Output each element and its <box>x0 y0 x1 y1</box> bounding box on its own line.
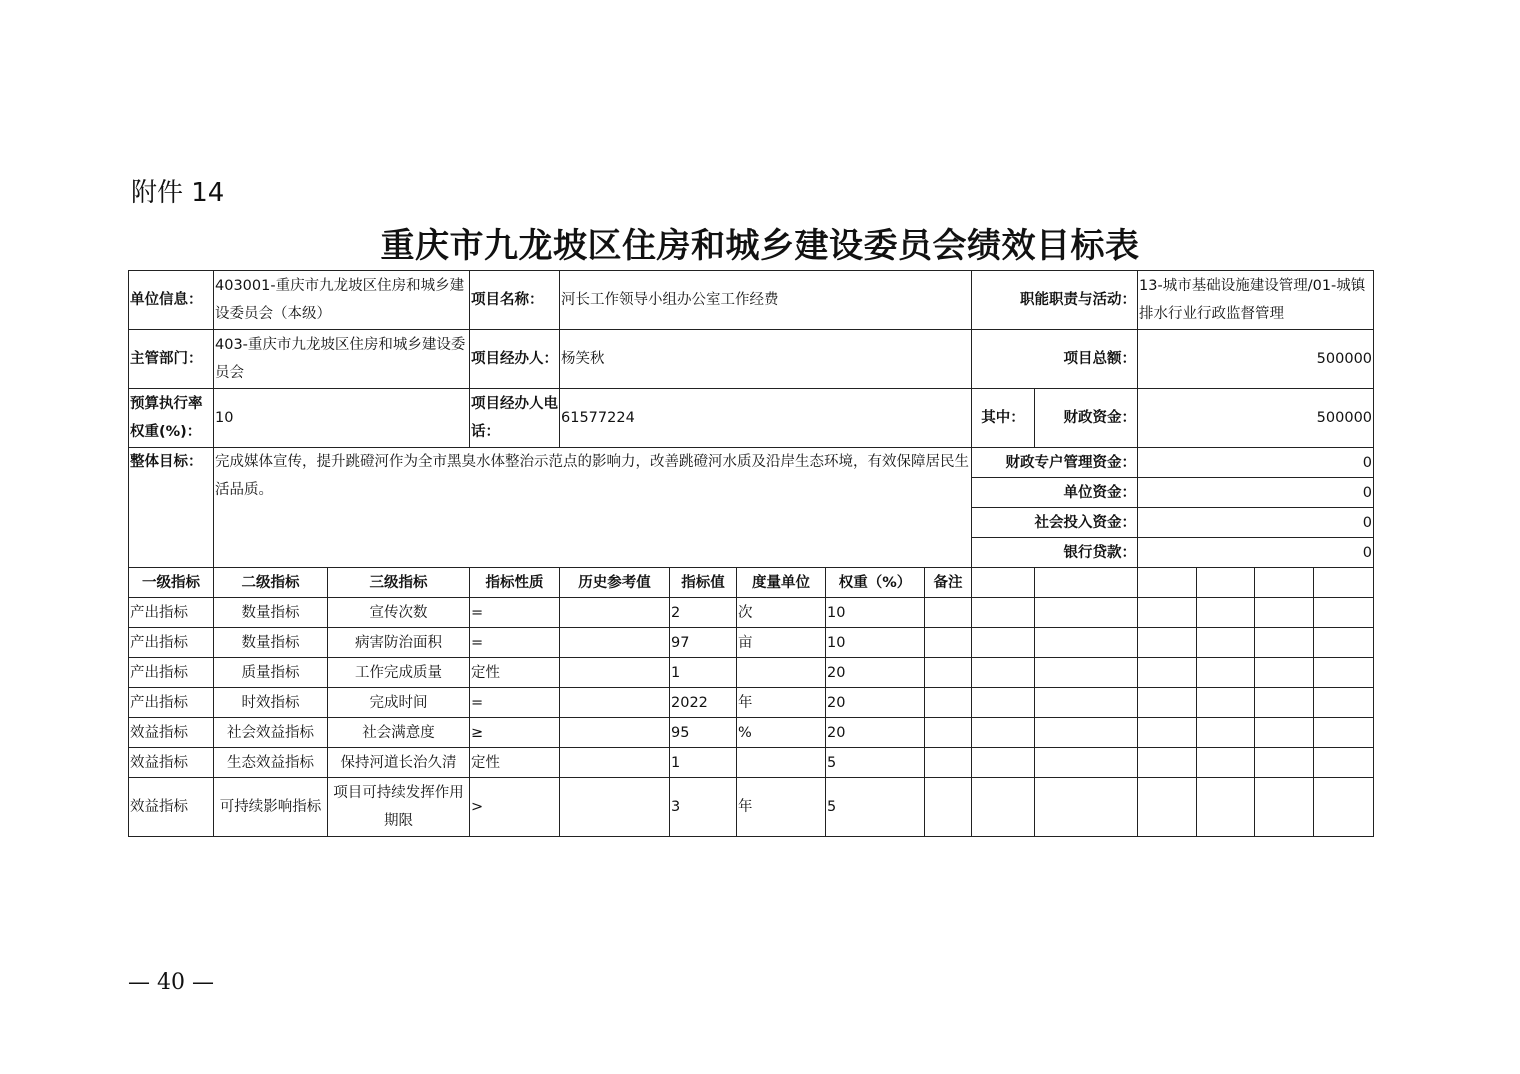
indicator-l3: 社会满意度 <box>328 718 470 748</box>
among-label: 其中： <box>972 389 1035 448</box>
indicator-l3: 宣传次数 <box>328 598 470 628</box>
indicator-l2: 生态效益指标 <box>214 748 328 778</box>
unit-info-value: 403001-重庆市九龙坡区住房和城乡建设委员会（本级） <box>214 271 470 330</box>
indicator-l2: 数量指标 <box>214 628 328 658</box>
indicator-note <box>925 628 972 658</box>
handler-value: 杨笑秋 <box>560 330 972 389</box>
header-cell: 权重（%） <box>826 568 925 598</box>
indicator-l1: 产出指标 <box>129 598 214 628</box>
empty-cell <box>1255 778 1314 837</box>
empty-cell <box>1138 688 1197 718</box>
header-cell: 历史参考值 <box>560 568 670 598</box>
empty-cell <box>972 598 1035 628</box>
empty-cell <box>1035 658 1138 688</box>
indicator-l2: 社会效益指标 <box>214 718 328 748</box>
empty-cell <box>1197 688 1255 718</box>
empty-cell <box>1138 718 1197 748</box>
header-cell: 指标性质 <box>470 568 560 598</box>
empty-cell <box>1314 748 1374 778</box>
fiscal-value: 500000 <box>1138 389 1374 448</box>
indicator-l3: 保持河道长治久清 <box>328 748 470 778</box>
attachment-label: 附件 14 <box>131 178 225 208</box>
empty-cell <box>1314 688 1374 718</box>
indicator-unit <box>737 748 826 778</box>
empty-cell <box>1035 688 1138 718</box>
empty-cell <box>972 688 1035 718</box>
indicator-l3: 项目可持续发挥作用期限 <box>328 778 470 837</box>
indicator-unit: 亩 <box>737 628 826 658</box>
empty-cell <box>1255 748 1314 778</box>
empty-cell <box>1255 628 1314 658</box>
indicator-hist <box>560 718 670 748</box>
unit-fund-label: 单位资金： <box>972 478 1138 508</box>
header-cell: 度量单位 <box>737 568 826 598</box>
empty-cell <box>1035 718 1138 748</box>
rate-label: 预算执行率权重(%)： <box>129 389 214 448</box>
indicator-value: 2 <box>670 598 737 628</box>
empty-cell <box>1314 718 1374 748</box>
empty-cell <box>972 748 1035 778</box>
total-label: 项目总额： <box>972 330 1138 389</box>
indicator-row <box>129 628 1374 658</box>
header-cell: 一级指标 <box>129 568 214 598</box>
indicator-value: 97 <box>670 628 737 658</box>
empty-cell <box>1314 778 1374 837</box>
indicator-note <box>925 718 972 748</box>
header-cell: 备注 <box>925 568 972 598</box>
empty-cell <box>1035 628 1138 658</box>
indicator-weight: 20 <box>826 688 925 718</box>
empty-cell <box>1255 658 1314 688</box>
indicator-row <box>129 718 1374 748</box>
empty-cell <box>1255 688 1314 718</box>
indicator-l1: 产出指标 <box>129 658 214 688</box>
indicator-l2: 可持续影响指标 <box>214 778 328 837</box>
header-cell: 三级指标 <box>328 568 470 598</box>
indicator-l1: 产出指标 <box>129 628 214 658</box>
header-cell: 二级指标 <box>214 568 328 598</box>
indicator-l1: 效益指标 <box>129 748 214 778</box>
empty-cell <box>1197 748 1255 778</box>
duty-value: 13-城市基础设施建设管理/01-城镇排水行业行政监督管理 <box>1138 271 1374 330</box>
total-value: 500000 <box>1138 330 1374 389</box>
empty-cell <box>1138 658 1197 688</box>
empty-cell <box>1035 778 1138 837</box>
project-name-label: 项目名称： <box>470 271 560 330</box>
empty-cell <box>1314 598 1374 628</box>
phone-label: 项目经办人电话： <box>470 389 560 448</box>
bank-loan-value: 0 <box>1138 538 1374 568</box>
indicator-hist <box>560 688 670 718</box>
indicator-note <box>925 748 972 778</box>
indicator-weight: 5 <box>826 778 925 837</box>
empty-cell <box>1138 598 1197 628</box>
indicator-weight: 20 <box>826 718 925 748</box>
handler-label: 项目经办人： <box>470 330 560 389</box>
empty-cell <box>1314 658 1374 688</box>
indicator-value: 95 <box>670 718 737 748</box>
empty-cell <box>1197 628 1255 658</box>
empty-cell <box>1138 628 1197 658</box>
indicator-unit: 次 <box>737 598 826 628</box>
indicator-nature: ≥ <box>470 718 560 748</box>
indicator-nature: > <box>470 778 560 837</box>
indicator-unit: % <box>737 718 826 748</box>
indicator-unit: 年 <box>737 778 826 837</box>
empty-cell <box>1138 778 1197 837</box>
empty-cell <box>1138 748 1197 778</box>
indicator-unit: 年 <box>737 688 826 718</box>
performance-target-table <box>128 270 1374 837</box>
empty-cell <box>1255 598 1314 628</box>
indicator-l3: 工作完成质量 <box>328 658 470 688</box>
duty-label: 职能职责与活动： <box>972 271 1138 330</box>
indicator-l1: 效益指标 <box>129 718 214 748</box>
empty-cell <box>1314 628 1374 658</box>
page-number: — 40 — <box>128 970 214 995</box>
indicator-value: 2022 <box>670 688 737 718</box>
indicator-row <box>129 658 1374 688</box>
goal-label: 整体目标： <box>129 448 214 568</box>
indicator-note <box>925 688 972 718</box>
indicator-l3: 病害防治面积 <box>328 628 470 658</box>
indicator-weight: 10 <box>826 598 925 628</box>
bank-loan-label: 银行贷款： <box>972 538 1138 568</box>
empty-cell <box>1197 598 1255 628</box>
indicator-row <box>129 778 1374 837</box>
indicator-nature: = <box>470 598 560 628</box>
indicator-weight: 5 <box>826 748 925 778</box>
indicator-row <box>129 748 1374 778</box>
indicator-note <box>925 658 972 688</box>
empty-cell <box>1197 778 1255 837</box>
indicator-hist <box>560 628 670 658</box>
indicator-rows <box>129 598 1374 837</box>
social-fund-label: 社会投入资金： <box>972 508 1138 538</box>
fiscal-label: 财政资金： <box>1035 389 1138 448</box>
rate-value: 10 <box>214 389 470 448</box>
project-name-value: 河长工作领导小组办公室工作经费 <box>560 271 972 330</box>
indicator-note <box>925 598 972 628</box>
indicator-weight: 10 <box>826 628 925 658</box>
indicator-header-row <box>129 568 1374 598</box>
indicator-nature: = <box>470 688 560 718</box>
indicator-row <box>129 688 1374 718</box>
indicator-unit <box>737 658 826 688</box>
dept-value: 403-重庆市九龙坡区住房和城乡建设委员会 <box>214 330 470 389</box>
empty-cell <box>972 658 1035 688</box>
goal-value: 完成媒体宣传，提升跳磴河作为全市黑臭水体整治示范点的影响力，改善跳磴河水质及沿岸生态环境，有效保障居民生活品质。 <box>214 448 972 568</box>
page-title: 重庆市九龙坡区住房和城乡建设委员会绩效目标表 <box>380 226 1140 266</box>
header-cell: 指标值 <box>670 568 737 598</box>
special-fund-value: 0 <box>1138 448 1374 478</box>
indicator-l1: 效益指标 <box>129 778 214 837</box>
indicator-weight: 20 <box>826 658 925 688</box>
empty-cell <box>972 628 1035 658</box>
indicator-l2: 数量指标 <box>214 598 328 628</box>
empty-cell <box>1035 598 1138 628</box>
indicator-hist <box>560 778 670 837</box>
indicator-note <box>925 778 972 837</box>
empty-cell <box>1197 658 1255 688</box>
dept-label: 主管部门： <box>129 330 214 389</box>
indicator-value: 1 <box>670 658 737 688</box>
unit-fund-value: 0 <box>1138 478 1374 508</box>
social-fund-value: 0 <box>1138 508 1374 538</box>
indicator-value: 3 <box>670 778 737 837</box>
indicator-nature: = <box>470 628 560 658</box>
empty-cell <box>972 718 1035 748</box>
indicator-l3: 完成时间 <box>328 688 470 718</box>
special-fund-label: 财政专户管理资金： <box>972 448 1138 478</box>
indicator-value: 1 <box>670 748 737 778</box>
indicator-l1: 产出指标 <box>129 688 214 718</box>
indicator-nature: 定性 <box>470 658 560 688</box>
empty-cell <box>1255 718 1314 748</box>
indicator-l2: 时效指标 <box>214 688 328 718</box>
empty-cell <box>1035 748 1138 778</box>
indicator-row <box>129 598 1374 628</box>
indicator-nature: 定性 <box>470 748 560 778</box>
phone-value: 61577224 <box>560 389 972 448</box>
empty-cell <box>972 778 1035 837</box>
empty-cell <box>1197 718 1255 748</box>
indicator-hist <box>560 658 670 688</box>
indicator-hist <box>560 748 670 778</box>
indicator-l2: 质量指标 <box>214 658 328 688</box>
unit-info-label: 单位信息： <box>129 271 214 330</box>
indicator-hist <box>560 598 670 628</box>
